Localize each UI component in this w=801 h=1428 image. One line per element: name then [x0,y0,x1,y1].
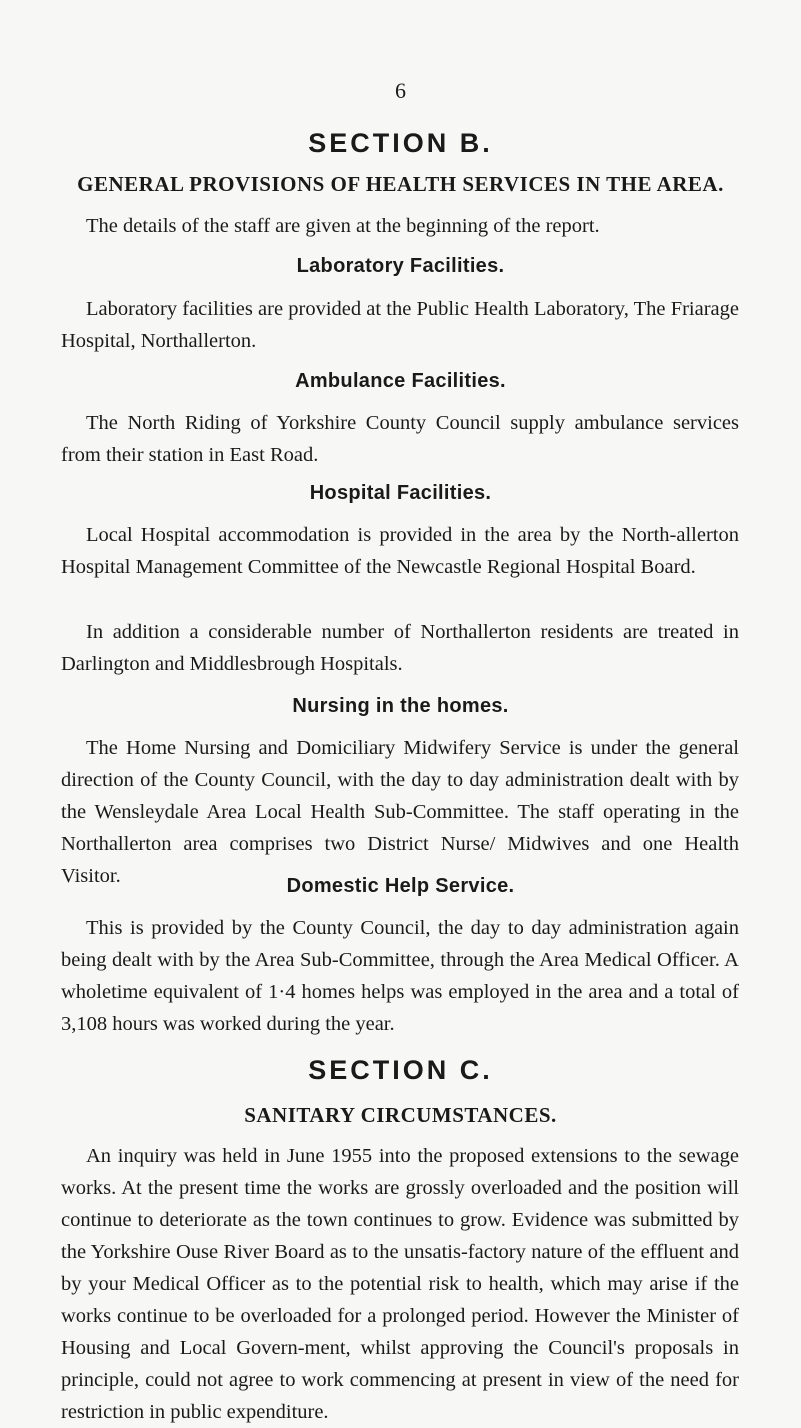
sanitary-paragraph: An inquiry was held in June 1955 into the proposed extensions to the sewage works. At the present time the works are grossly overloaded and the position will continue to deteriorate as the town continues to grow. Evidence was submitted by the Yorkshire Ouse River Board as to the unsatis-factory nature of the effluent and by your Medical Officer as to the potential risk to health, which may arise if the works continue to be overloaded for a prolonged period. However the Minister of Housing and Local Govern-ment, whilst approving the Council's proposals in principle, could not agree to work commencing at present in view of the need for restriction in public expenditure. [61,1145,739,1423]
ambulance-paragraph: The North Riding of Yorkshire County Council supply ambulance services from their station in East Road. [61,412,739,466]
hospital-heading: Hospital Facilities. [309,482,492,504]
laboratory-paragraph: Laboratory facilities are provided at the Public Health Laboratory, The Friarage Hospital, Northallerton. [61,298,739,352]
nursing-paragraph: The Home Nursing and Domiciliary Midwifery Service is under the general direction of the County Council, with the day to day administration dealt with by the Wensleydale Area Local Health Sub-Committee. The staff operating in the Northallerton area comprises two District Nurse/ Midwives and one Health Visitor. [61,737,739,887]
staff-details-paragraph: The details of the staff are given at the beginning of the report. [86,215,600,237]
ambulance-heading: Ambulance Facilities. [295,370,506,392]
domestic-help-paragraph: This is provided by the County Council, the day to day administration again being dealt with by the Area Sub-Committee, through the Area Medical Officer. A wholetime equivalent of 1·4 homes helps was employed in the area and a total of 3,108 hours was worked during the year. [61,917,739,1035]
section-b-heading: GENERAL PROVISIONS OF HEALTH SERVICES IN THE AREA. [77,172,724,196]
hospital-addition-paragraph: In addition a considerable number of Northallerton residents are treated in Darlington and Middlesbrough Hospitals. [61,621,739,675]
section-c-heading: SANITARY CIRCUMSTANCES. [244,1103,557,1127]
laboratory-heading: Laboratory Facilities. [296,255,505,277]
nursing-heading: Nursing in the homes. [292,695,509,717]
section-b-title: SECTION B. [308,128,493,158]
page-number: 6 [395,78,406,103]
domestic-help-heading: Domestic Help Service. [286,875,515,897]
section-c-title: SECTION C. [308,1055,493,1085]
hospital-paragraph: Local Hospital accommodation is provided in the area by the North-allerton Hospital Management Committee of the Newcastle Regional Hospital Board. [61,524,739,578]
